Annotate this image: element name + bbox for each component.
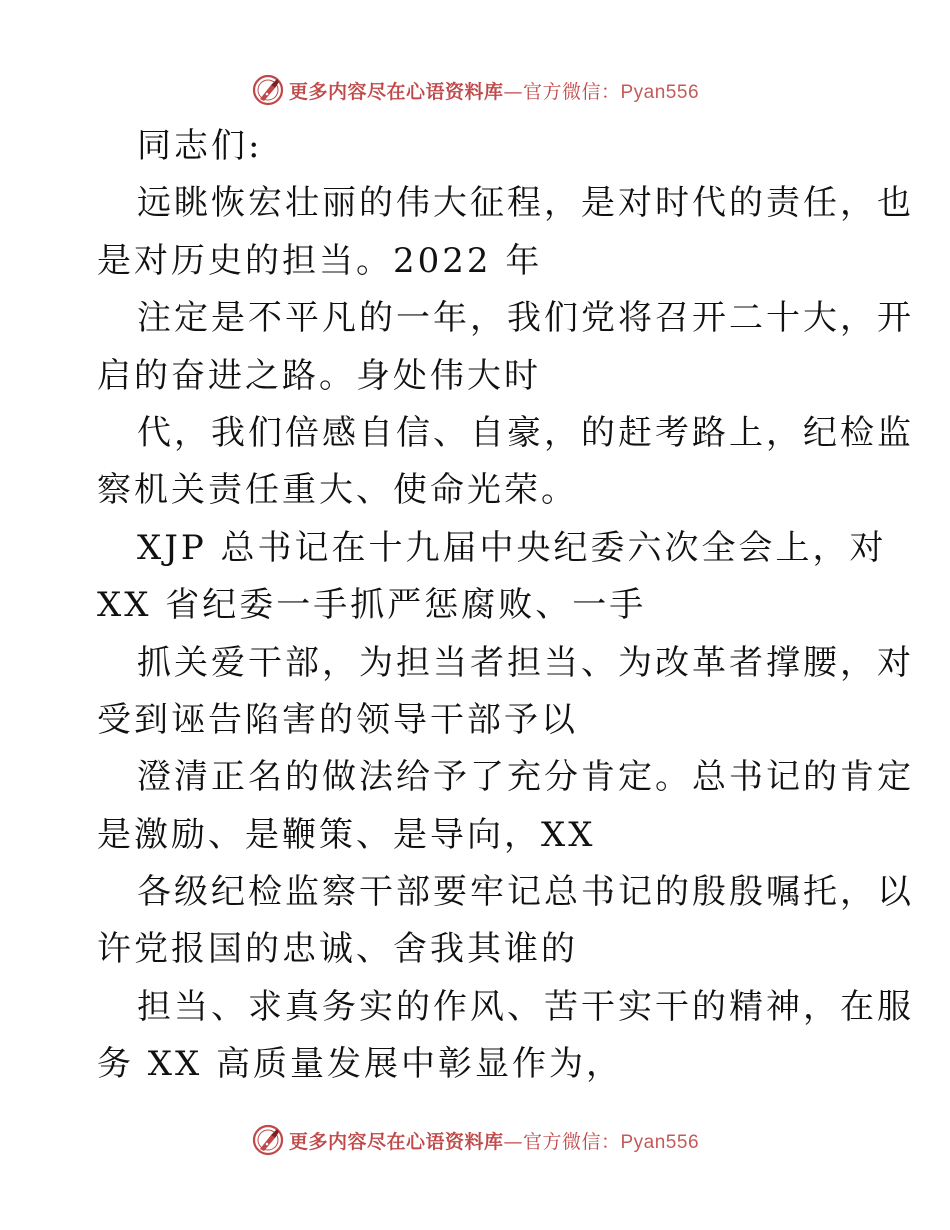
watermark-site-text: 更多内容尽在心语资料库	[288, 80, 504, 103]
footer-watermark	[0, 1120, 950, 1160]
body-line: 抓关爱干部，为担当者担当、为改革者撑腰，对	[137, 642, 914, 683]
body-line: XJP 总书记在十九届中央纪委六次全会上，对	[137, 527, 887, 568]
watermark-separator: —	[503, 1130, 523, 1153]
body-line: 远眺恢宏壮丽的伟大征程，是对时代的责任，也	[137, 183, 914, 224]
pen-nib-circle-icon	[251, 73, 285, 107]
body-line: 注定是不平凡的一年，我们党将召开二十大，开	[137, 298, 914, 339]
body-line: 各级纪检监察干部要牢记总书记的殷殷嘱托，以	[137, 872, 914, 913]
watermark-contact-label: 官方微信：	[522, 1130, 621, 1153]
body-line: 同志们:	[137, 126, 263, 166]
watermark-contact-id: Pyan556	[620, 81, 700, 103]
body-line: 察机关责任重大、使命光荣。	[97, 470, 578, 511]
document-body	[97, 118, 914, 1094]
watermark-text	[289, 77, 699, 104]
body-line: 务 XX 高质量发展中彰显作为，	[97, 1044, 624, 1085]
body-line: 担当、求真务实的作风、苦干实干的精神，在服	[137, 986, 914, 1027]
body-line: 澄清正名的做法给予了充分肯定。总书记的肯定	[137, 757, 914, 798]
body-line: 代，我们倍感自信、自豪，的赶考路上，纪检监	[137, 412, 914, 453]
body-line: 启的奋进之路。身处伟大时	[97, 355, 541, 396]
body-line: 是激励、是鞭策、是导向，XX	[97, 814, 596, 855]
watermark-contact-id: Pyan556	[620, 1131, 700, 1153]
watermark-separator: —	[503, 80, 523, 103]
body-line: 是对历史的担当。2022 年	[97, 240, 543, 281]
watermark-site-text: 更多内容尽在心语资料库	[288, 1130, 504, 1153]
body-line: XX 省纪委一手抓严惩腐败、一手	[97, 585, 647, 626]
body-line: 许党报国的忠诚、舍我其谁的	[97, 929, 578, 970]
pen-nib-circle-icon	[251, 1123, 285, 1157]
watermark-contact-label: 官方微信：	[522, 80, 621, 103]
header-watermark	[0, 70, 950, 110]
watermark-text	[289, 1127, 699, 1154]
body-line: 受到诬告陷害的领导干部予以	[97, 699, 578, 740]
